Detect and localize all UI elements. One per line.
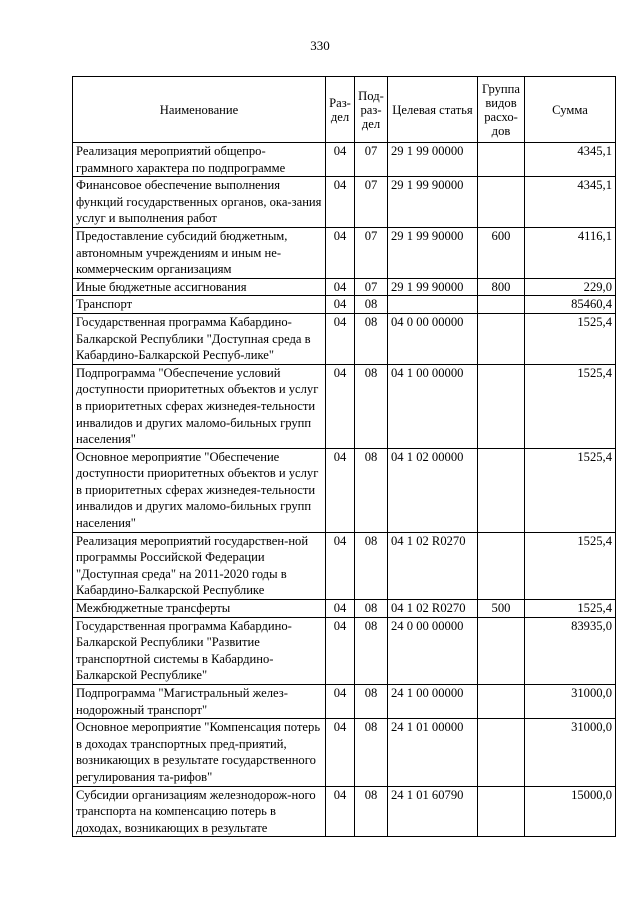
cell-subsection: 08: [355, 617, 388, 684]
cell-name: Основное мероприятие "Обеспечение доступности приоритетных объектов и услуг в приоритетных сферах жизнедея-тельности инвалидов и других маломо-бильных групп населения": [73, 448, 326, 532]
header-section: Раз-дел: [326, 77, 355, 143]
cell-sum: 1525,4: [525, 313, 616, 364]
cell-section: 04: [326, 177, 355, 228]
cell-target-article: 04 1 02 00000: [388, 448, 478, 532]
cell-section: 04: [326, 617, 355, 684]
cell-target-article: 04 0 00 00000: [388, 313, 478, 364]
cell-sum: 1525,4: [525, 448, 616, 532]
cell-name: Финансовое обеспечение выполнения функций государственных органов, ока-зания услуг и выполнения работ: [73, 177, 326, 228]
cell-subsection: 08: [355, 685, 388, 719]
cell-name: Иные бюджетные ассигнования: [73, 278, 326, 296]
page-number: 330: [310, 38, 330, 53]
cell-expense-group: [478, 143, 525, 177]
cell-expense-group: [478, 364, 525, 448]
cell-subsection: 07: [355, 143, 388, 177]
cell-expense-group: [478, 617, 525, 684]
cell-name: Подпрограмма "Магистральный желез-нодорожный транспорт": [73, 685, 326, 719]
cell-subsection: 08: [355, 296, 388, 314]
cell-subsection: 08: [355, 448, 388, 532]
cell-section: 04: [326, 278, 355, 296]
cell-subsection: 08: [355, 532, 388, 599]
cell-expense-group: [478, 719, 525, 786]
cell-sum: 1525,4: [525, 600, 616, 618]
cell-section: 04: [326, 600, 355, 618]
header-name: Наименование: [73, 77, 326, 143]
cell-section: 04: [326, 786, 355, 837]
cell-sum: 4345,1: [525, 177, 616, 228]
cell-subsection: 07: [355, 227, 388, 278]
cell-name: Реализация мероприятий общепро-граммного характера по подпрограмме: [73, 143, 326, 177]
cell-section: 04: [326, 448, 355, 532]
cell-expense-group: [478, 685, 525, 719]
cell-name: Государственная программа Кабардино-Балкарской Республики "Доступная среда в Кабардино-Балкарской Респуб-лике": [73, 313, 326, 364]
cell-name: Межбюджетные трансферты: [73, 600, 326, 618]
cell-sum: 83935,0: [525, 617, 616, 684]
table-row: [73, 177, 616, 228]
cell-section: 04: [326, 227, 355, 278]
table-row: [73, 278, 616, 296]
cell-sum: 31000,0: [525, 719, 616, 786]
cell-expense-group: [478, 786, 525, 837]
cell-target-article: 04 1 02 R0270: [388, 532, 478, 599]
cell-subsection: 07: [355, 278, 388, 296]
cell-section: 04: [326, 685, 355, 719]
cell-sum: 31000,0: [525, 685, 616, 719]
table-row: [73, 313, 616, 364]
cell-target-article: 29 1 99 90000: [388, 227, 478, 278]
cell-sum: 4345,1: [525, 143, 616, 177]
cell-expense-group: [478, 532, 525, 599]
table-header-row: [73, 77, 616, 143]
cell-name: Предоставление субсидий бюджетным, автономным учреждениям и иным не-коммерческим организациям: [73, 227, 326, 278]
cell-expense-group: [478, 313, 525, 364]
cell-subsection: 08: [355, 786, 388, 837]
cell-subsection: 07: [355, 177, 388, 228]
cell-target-article: 24 1 01 60790: [388, 786, 478, 837]
cell-name: Основное мероприятие "Компенсация потерь в доходах транспортных пред-приятий, возникающих в результате государственного регулирования та-рифов": [73, 719, 326, 786]
cell-section: 04: [326, 719, 355, 786]
cell-section: 04: [326, 143, 355, 177]
cell-expense-group: 600: [478, 227, 525, 278]
cell-expense-group: 500: [478, 600, 525, 618]
cell-target-article: 29 1 99 90000: [388, 177, 478, 228]
table-row: [73, 786, 616, 837]
cell-subsection: 08: [355, 600, 388, 618]
cell-name: Подпрограмма "Обеспечение условий доступности приоритетных объектов и услуг в приоритетных сферах жизнедея-тельности инвалидов и других маломо-бильных групп населения": [73, 364, 326, 448]
cell-expense-group: [478, 177, 525, 228]
cell-name: Субсидии организациям железнодорож-ного транспорта на компенсацию потерь в доходах, возникающих в результате: [73, 786, 326, 837]
table-row: [73, 617, 616, 684]
cell-sum: 1525,4: [525, 364, 616, 448]
cell-target-article: 04 1 00 00000: [388, 364, 478, 448]
cell-sum: 4116,1: [525, 227, 616, 278]
budget-table: [72, 76, 616, 837]
table-row: [73, 227, 616, 278]
table-row: [73, 364, 616, 448]
cell-sum: 15000,0: [525, 786, 616, 837]
cell-target-article: 29 1 99 00000: [388, 143, 478, 177]
table-row: [73, 685, 616, 719]
cell-target-article: 24 0 00 00000: [388, 617, 478, 684]
cell-target-article: 24 1 00 00000: [388, 685, 478, 719]
cell-section: 04: [326, 364, 355, 448]
table-row: [73, 532, 616, 599]
cell-section: 04: [326, 296, 355, 314]
header-sum: Сумма: [525, 77, 616, 143]
table-body: [73, 143, 616, 837]
cell-name: Государственная программа Кабардино-Балкарской Республики "Развитие транспортной системы в Кабардино-Балкарской Республике": [73, 617, 326, 684]
cell-name: Транспорт: [73, 296, 326, 314]
table-row: [73, 719, 616, 786]
cell-section: 04: [326, 313, 355, 364]
header-target-article: Целевая статья: [388, 77, 478, 143]
table-row: [73, 448, 616, 532]
cell-target-article: [388, 296, 478, 314]
cell-expense-group: [478, 296, 525, 314]
header-subsection: Под-раз-дел: [355, 77, 388, 143]
cell-expense-group: 800: [478, 278, 525, 296]
table-row: [73, 296, 616, 314]
cell-subsection: 08: [355, 313, 388, 364]
cell-sum: 229,0: [525, 278, 616, 296]
cell-target-article: 04 1 02 R0270: [388, 600, 478, 618]
table-row: [73, 600, 616, 618]
cell-expense-group: [478, 448, 525, 532]
cell-subsection: 08: [355, 364, 388, 448]
cell-section: 04: [326, 532, 355, 599]
cell-target-article: 24 1 01 00000: [388, 719, 478, 786]
cell-sum: 1525,4: [525, 532, 616, 599]
cell-target-article: 29 1 99 90000: [388, 278, 478, 296]
header-expense-group: Группа видов расхо-дов: [478, 77, 525, 143]
cell-name: Реализация мероприятий государствен-ной программы Российской Федерации "Доступная среда" на 2011-2020 годы в Кабардино-Балкарской Республике: [73, 532, 326, 599]
cell-sum: 85460,4: [525, 296, 616, 314]
table-row: [73, 143, 616, 177]
cell-subsection: 08: [355, 719, 388, 786]
